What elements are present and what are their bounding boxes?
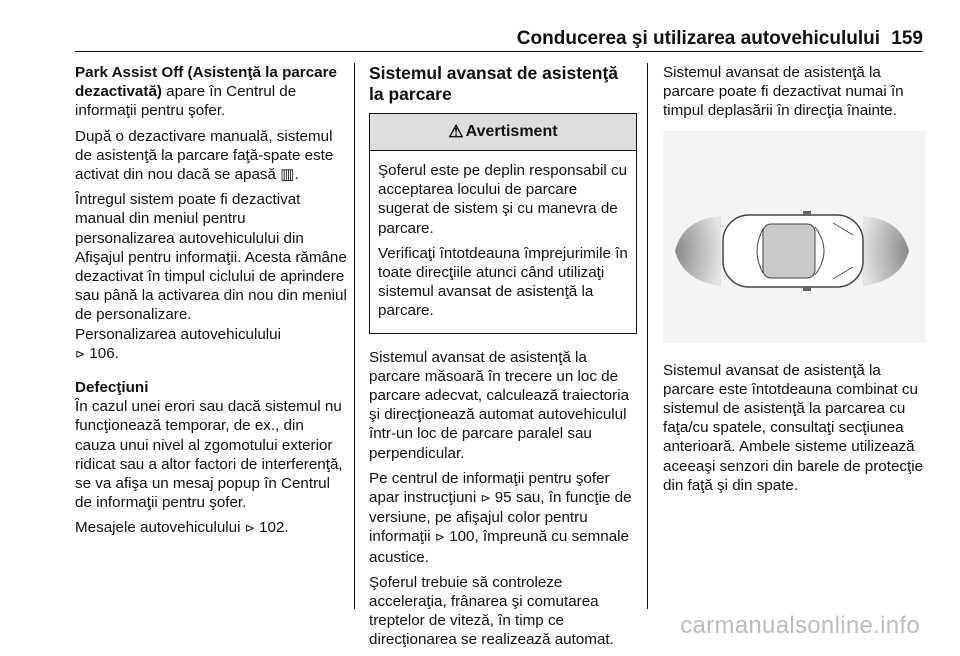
column-1 [75,63,347,545]
paragraph-deactivation-menu: Întregul sistem poate fi dezactivat manual din meniul pentru personalizarea autovehiculului din Afişajul pentru informaţii. Acesta rămâne dezactivat în timpul ciclului de aprindere sau până la activarea din nou din meniul de personalizare. Personalizarea autovehiculului ⊳ 106. [75,191,347,362]
paragraph-park-assist-off: Park Assist Off (Asistenţă la parcare dezactivată) apare în Centrul de informaţii pentru şofer. [75,64,337,120]
page-reference[interactable]: 100 [449,528,475,546]
cross-reference-link[interactable]: Personalizarea autovehiculului [75,325,282,343]
warning-body [370,151,636,333]
parking-sensor-illustration [663,131,925,343]
column-divider-2 [647,63,648,609]
paragraph-reactivation: După o dezactivare manuală, sistemul de asistenţă la parcare faţă-spate este activat din nou dacă se apasă ▥. [75,127,334,184]
warning-paragraph: Verificaţi întotdeauna împrejurimile în toate direcţiile atunci când utilizaţi sistemul avansat de asistenţă la parcare. [378,244,628,320]
rear-sensor-zone [675,216,721,286]
warning-triangle-icon: ⚠ [448,122,464,142]
paragraph-deactivation-forward: Sistemul avansat de asistenţă la parcare poate fi dezactivat numai în timpul deplasării în direcţia înainte. [663,64,904,120]
running-header: Conducerea şi utilizarea autovehiculului [516,28,880,49]
column-2 [369,63,637,656]
reference-arrow-icon: ⊳ [75,346,86,361]
paragraph-vehicle-messages: Mesajele autovehiculului ⊳ 102. [75,519,289,537]
park-assist-off-label: Park Assist Off (Asistenţă la parcare dezactivată) [75,64,337,101]
page-reference[interactable]: 102. [259,519,289,537]
paragraph-system-description: Sistemul avansat de asistenţă la parcare măsoară în trecere un loc de parcare adecvat, calculează traiectoria şi direcţionează automat autovehiculul într-un loc de parcare paralel sau perpendicular. [369,348,630,462]
section-title: Sistemul avansat de asistenţă la parcare [369,63,618,104]
column-divider-1 [354,63,355,609]
car-top-view-icon [723,211,863,291]
faults-section: Defecţiuni În cazul unei erori sau dacă sistemul nu funcţionează temporar, de ex., din cauza unui nivel al zgomotului exterior ridicat sau a altor factori de interferenţă, se va afişa un mesaj popup în Centrul de informaţii pentru şofer. [75,379,343,512]
paragraph-driver-control: Şoferul trebuie să controleze acceleraţia, frânarea şi comutarea treptelor de viteză, în timp ce direcţionarea se realizează automat. [369,573,614,649]
header-rule [75,51,923,52]
faults-heading: Defecţiuni [75,379,149,397]
paragraph-combined-system: Sistemul avansat de asistenţă la parcare este întotdeauna combinat cu sistemul de asistenţă la parcarea cu faţa/cu spatele, consultaţi secţiunea anterioară. Ambele sisteme utilizează aceeaşi senzori din barele de protecţie din faţă şi din spate. [663,361,924,494]
car-sensor-zones-image [663,131,925,343]
reference-arrow-icon: ⊳ [244,521,255,536]
watermark: carmanualsonline.info [680,612,920,639]
page-number: 159 [891,28,923,49]
warning-box [369,113,637,334]
warning-title: Avertisment [465,123,558,141]
page-reference[interactable]: 106. [89,344,119,362]
warning-paragraph: Şoferul este pe deplin responsabil cu acceptarea locului de parcare sugerat de sistem şi cu manevra de parcare. [378,162,628,237]
warning-header [370,114,636,151]
column-3 [663,63,925,501]
reference-arrow-icon: ⊳ [434,530,445,545]
front-sensor-zone [863,216,909,286]
page-reference[interactable]: 95 [494,489,512,507]
paragraph-instructions: Pe centrul de informaţii pentru şofer apar instrucţiuni ⊳ 95 sau, în funcţie de versiune, pe afişajul color pentru informaţii ⊳ 100, împreună cu semnale acustice. [369,469,632,566]
park-assist-button-icon: ▥ [280,166,295,184]
reference-arrow-icon: ⊳ [480,491,491,506]
